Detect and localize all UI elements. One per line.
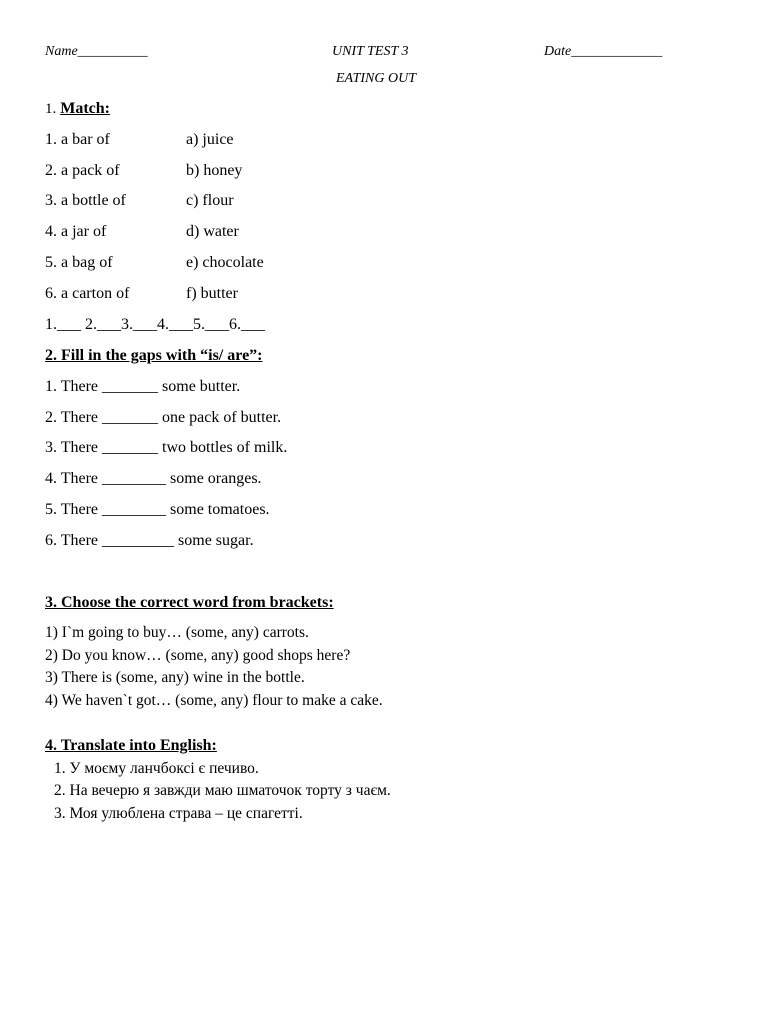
choose-word-item: 3) There is (some, any) wine in the bottle. [45, 669, 305, 686]
match-right-item: e) chocolate [186, 254, 264, 271]
match-left-item: 1. a bar of [45, 131, 110, 148]
date-field-label: Date_____________ [544, 44, 663, 59]
fill-gap-item: 3. There _______ two bottles of milk. [45, 439, 288, 456]
match-right-item: a) juice [186, 131, 234, 148]
unit-test-title: UNIT TEST 3 [332, 44, 409, 59]
section-1-title: Match: [60, 100, 111, 117]
match-left-item: 6. a carton of [45, 285, 130, 302]
match-left-item: 4. a jar of [45, 223, 107, 240]
section-3-title: 3. Choose the correct word from brackets: [45, 594, 334, 611]
match-right-item: c) flour [186, 192, 234, 209]
fill-gap-item: 4. There ________ some oranges. [45, 470, 262, 487]
choose-word-item: 4) We haven`t got… (some, any) flour to make a cake. [45, 692, 383, 709]
fill-gap-item: 1. There _______ some butter. [45, 378, 241, 395]
translate-item: 2. На вечерю я завжди маю шматочок торту з чаєм. [54, 782, 391, 799]
match-right-item: d) water [186, 223, 239, 240]
match-left-item: 3. a bottle of [45, 192, 126, 209]
fill-gap-item: 5. There ________ some tomatoes. [45, 501, 270, 518]
section-1-number: 1. [45, 101, 57, 117]
translate-item: 3. Моя улюблена страва – це спагетті. [54, 805, 303, 822]
section-1-heading [45, 100, 110, 118]
fill-gap-item: 2. There _______ one pack of butter. [45, 409, 282, 426]
name-field-label: Name__________ [45, 44, 148, 59]
match-left-item: 2. a pack of [45, 162, 120, 179]
section-2-title: 2. Fill in the gaps with “is/ are”: [45, 347, 263, 364]
page-subtitle: EATING OUT [336, 71, 416, 86]
match-left-item: 5. a bag of [45, 254, 113, 271]
translate-item: 1. У моєму ланчбоксі є печиво. [54, 760, 259, 777]
choose-word-item: 1) I`m going to buy… (some, any) carrots. [45, 624, 309, 641]
match-answer-blanks: 1.___ 2.___3.___4.___5.___6.___ [45, 316, 265, 333]
section-4-title: 4. Translate into English: [45, 737, 217, 754]
match-right-item: f) butter [186, 285, 238, 302]
fill-gap-item: 6. There _________ some sugar. [45, 532, 254, 549]
match-right-item: b) honey [186, 162, 243, 179]
choose-word-item: 2) Do you know… (some, any) good shops here? [45, 647, 351, 664]
